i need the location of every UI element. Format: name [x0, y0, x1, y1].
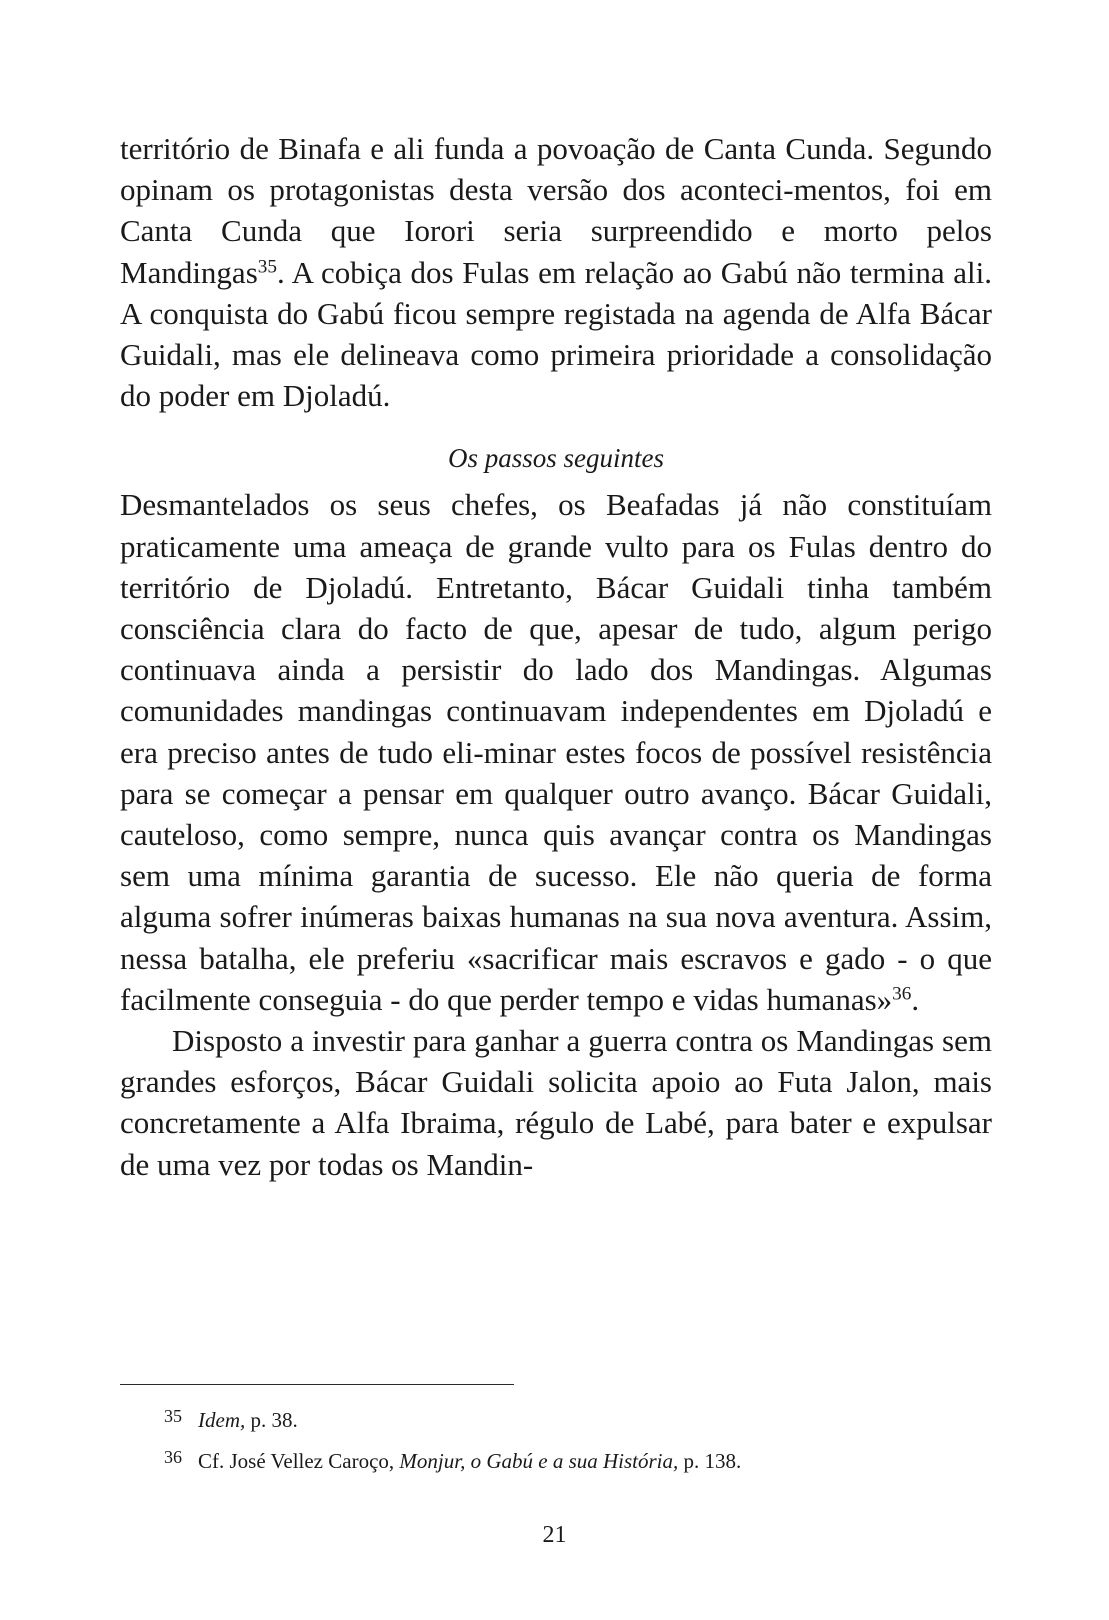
footnote-title: Monjur, o Gabú e a sua História,	[399, 1449, 679, 1473]
paragraph-1-text-a: território de Binafa e ali funda a povoação de Canta Cunda. Segundo opinam os protagonistas desta versão dos aconteci-mentos, foi em Canta Cunda que Iorori seria surpreendido e morto pelos Mandingas	[120, 131, 992, 290]
section-heading: Os passos seguintes	[447, 443, 664, 474]
footnote-divider	[120, 1384, 514, 1385]
footnote-35	[164, 1402, 992, 1434]
footnote-number: 36	[164, 1447, 182, 1467]
page-number: 21	[542, 1522, 567, 1548]
paragraph-2-text-b: .	[911, 981, 920, 1017]
footnote-ref-35[interactable]: 35	[257, 256, 277, 278]
footnote-ref-36[interactable]: 36	[892, 983, 912, 1005]
footnote-text: p. 38.	[245, 1408, 298, 1432]
paragraph-1	[120, 128, 992, 416]
footnotes	[164, 1402, 992, 1484]
paragraph-2	[120, 484, 992, 1020]
footnote-lead: Cf. José Vellez Caroço,	[198, 1449, 400, 1473]
footnote-number: 35	[164, 1406, 182, 1426]
paragraph-1-text-b: . A cobiça dos Fulas em relação ao Gabú não termina ali. A conquista do Gabú ficou sempre registada na agenda de Alfa Bácar Guidali, mas ele delineava como primeira prioridade a consolidação do poder em Djoladú.	[120, 254, 992, 414]
paragraph-3: Disposto a investir para ganhar a guerra contra os Mandingas sem grandes esforços, Bácar Guidali solicita apoio ao Futa Jalon, mais concretamente a Alfa Ibraima, régulo de Labé, para bater e expulsar de uma vez por todas os Mandin-	[120, 1023, 992, 1182]
paragraph-2-text-a: Desmantelados os seus chefes, os Beafadas já não constituíam praticamente uma ameaça de grande vulto para os Fulas dentro do território de Djoladú. Entretanto, Bácar Guidali tinha também consciência clara do facto de que, apesar de tudo, algum perigo continuava ainda a persistir do lado dos Mandingas. Algumas comunidades mandingas continuavam independentes em Djoladú e era preciso antes de tudo eli-minar estes focos de possível resistência para se começar a pensar em qualquer outro avanço. Bácar Guidali, cauteloso, como sempre, nunca quis avançar contra os Mandingas sem uma mínima garantia de sucesso. Ele não queria de forma alguma sofrer inúmeras baixas humanas na sua nova aventura. Assim, nessa batalha, ele preferiu «sacrificar mais escravos e gado - o que facilmente conseguia - do que perder tempo e vidas humanas»	[120, 487, 992, 1017]
footnote-title: Idem,	[198, 1408, 246, 1432]
footnote-36	[164, 1443, 992, 1475]
main-text	[120, 128, 992, 1185]
footnote-text: p. 138.	[678, 1449, 742, 1473]
